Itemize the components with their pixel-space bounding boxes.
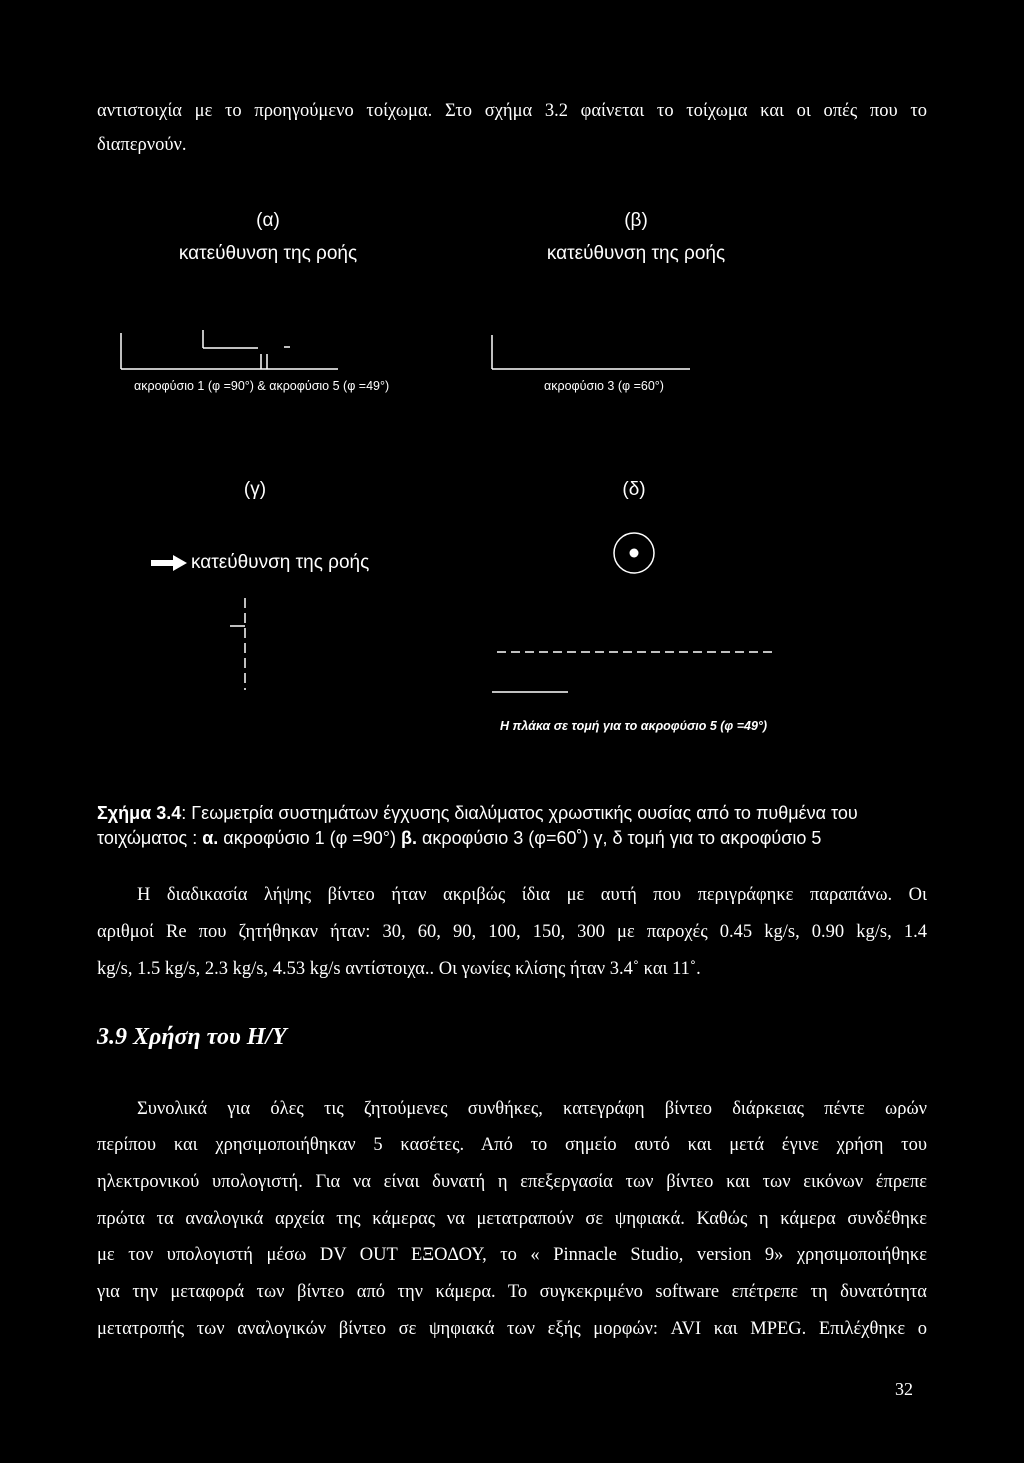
panel-a-caption: ακροφύσιο 1 (φ =90°) & ακροφύσιο 5 (φ =49°) bbox=[134, 379, 390, 393]
panel-b-wall bbox=[492, 335, 690, 369]
para1-line-2: αριθμοί Re που ζητήθηκαν ήταν: 30, 60, 90, 100, 150, 300 με παροχές 0.45 kg/s, 0.90 kg/s, 1.4 bbox=[97, 922, 927, 942]
panel-a-wall bbox=[121, 330, 338, 369]
caption-part: ακροφύσιο 3 (φ=60˚) γ, δ τομή για το ακροφύσιο 5 bbox=[417, 828, 822, 848]
para1-line-3: kg/s, 1.5 kg/s, 2.3 kg/s, 4.53 kg/s αντίστοιχα.. Οι γωνίες κλίσης ήταν 3.4˚ και 11˚. bbox=[97, 959, 701, 979]
figure-caption-line-2 bbox=[97, 828, 821, 849]
figure-caption-text: : Γεωμετρία συστημάτων έγχυσης διαλύματος χρωστικής ουσίας από το πυθμένα του bbox=[181, 803, 858, 823]
para2-line-2: περίπου και χρησιμοποιήθηκαν 5 κασέτες. Από το σημείο αυτό και μετά έγινε χρήση του bbox=[97, 1135, 927, 1155]
intro-line-1: αντιστοιχία με το προηγούμενο τοίχωμα. Στο σχήμα 3.2 φαίνεται το τοίχωμα και οι οπές που το bbox=[97, 101, 927, 121]
panel-a-letter: (α) bbox=[256, 210, 280, 231]
para2-line-6: για την μεταφορά των βίντεο από την κάμερα. Το συγκεκριμένο software επέτρεπε τη δυνατότητα bbox=[97, 1282, 927, 1302]
figure-caption-line-1 bbox=[97, 803, 858, 824]
section-heading: 3.9 Χρήση του Η/Υ bbox=[97, 1024, 287, 1050]
panel-a-flow-label: κατεύθυνση της ροής bbox=[178, 243, 358, 264]
caption-part: τοιχώματος : bbox=[97, 828, 203, 848]
caption-part: ακροφύσιο 1 (φ =90°) bbox=[218, 828, 401, 848]
panel-c-section bbox=[230, 598, 245, 690]
flow-arrow-icon bbox=[151, 555, 187, 571]
panel-c-letter: (γ) bbox=[243, 479, 267, 500]
caption-alpha: α. bbox=[202, 828, 219, 848]
panel-d-letter: (δ) bbox=[622, 479, 646, 500]
para2-line-3: ηλεκτρονικού υπολογιστή. Για να είναι δυνατή η επεξεργασία των βίντεο και των εικόνων έπρεπε bbox=[97, 1172, 927, 1192]
flow-out-of-page-icon bbox=[614, 533, 654, 573]
panel-d-caption: Η πλάκα σε τομή για το ακροφύσιο 5 (φ =49°) bbox=[500, 719, 768, 733]
para2-line-7: μετατροπής των αναλογικών βίντεο σε ψηφιακά των εξής μορφών: AVI και MPEG. Επιλέχθηκε ο bbox=[97, 1319, 927, 1339]
para2-line-5: με τον υπολογιστή μέσω DV OUT ΕΞΟΔΟΥ, το « Pinnacle Studio, version 9» χρησιμοποιήθηκε bbox=[97, 1245, 927, 1265]
caption-beta: β. bbox=[401, 828, 417, 848]
panel-b-caption: ακροφύσιο 3 (φ =60°) bbox=[544, 379, 664, 393]
panel-c-flow-label: κατεύθυνση της ροής bbox=[191, 552, 370, 573]
intro-line-2: διαπερνούν. bbox=[97, 135, 187, 155]
panel-d-plate bbox=[492, 652, 777, 692]
para2-line-4: πρώτα τα αναλογικά αρχεία της κάμερας να μετατραπούν σε ψηφιακά. Καθώς η κάμερα συνδέθηκε bbox=[97, 1209, 927, 1229]
page-number: 32 bbox=[895, 1379, 913, 1399]
panel-b-flow-label: κατεύθυνση της ροής bbox=[546, 243, 726, 264]
para2-line-1: Συνολικά για όλες τις ζητούμενες συνθήκες, κατεγράφη βίντεο διάρκειας πέντε ωρών bbox=[137, 1099, 927, 1119]
figure-caption-label: Σχήμα 3.4 bbox=[97, 803, 182, 823]
para1-line-1: Η διαδικασία λήψης βίντεο ήταν ακριβώς ίδια με αυτή που περιγράφηκε παραπάνω. Οι bbox=[137, 885, 927, 905]
panel-b-letter: (β) bbox=[624, 210, 648, 231]
